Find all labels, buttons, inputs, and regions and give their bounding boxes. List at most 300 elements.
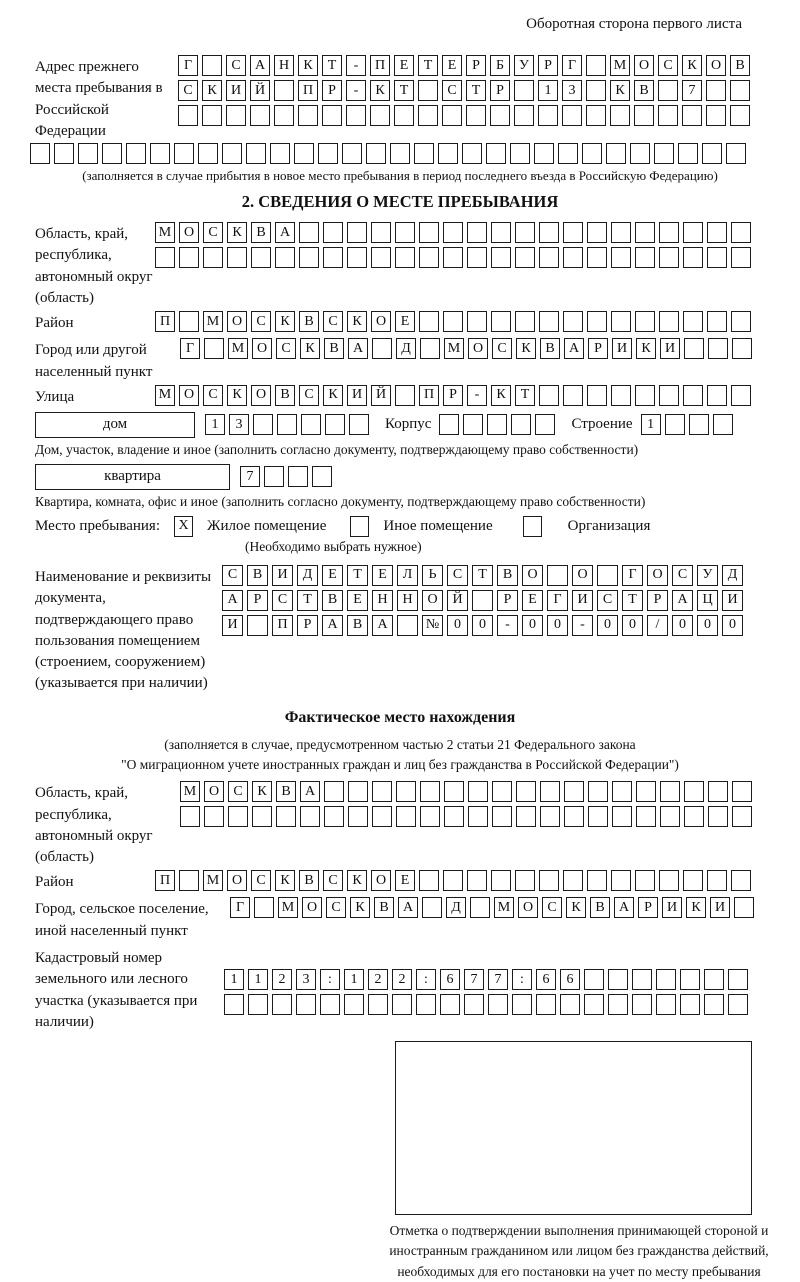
char-cell: С bbox=[203, 222, 223, 243]
char-cell: 1 bbox=[224, 969, 244, 990]
char-cell bbox=[443, 311, 463, 332]
char-cell: К bbox=[350, 897, 370, 918]
char-cell: Т bbox=[297, 590, 318, 611]
char-cell bbox=[174, 143, 194, 164]
char-cell: В bbox=[324, 338, 344, 359]
char-cell bbox=[706, 80, 726, 101]
char-cell: У bbox=[697, 565, 718, 586]
char-cell bbox=[468, 781, 488, 802]
char-cell: Т bbox=[472, 565, 493, 586]
char-cell bbox=[277, 414, 297, 435]
actual-city-label: Город, сельское поселение, иной населенный пункт bbox=[35, 901, 209, 939]
char-cell bbox=[396, 806, 416, 827]
char-cell bbox=[395, 247, 415, 268]
char-cell bbox=[467, 870, 487, 891]
street-row bbox=[155, 385, 751, 406]
char-cell: Р bbox=[297, 615, 318, 636]
char-cell bbox=[368, 994, 388, 1015]
char-cell: Е bbox=[372, 565, 393, 586]
document-block bbox=[35, 565, 800, 695]
char-cell: К bbox=[252, 781, 272, 802]
char-cell bbox=[468, 806, 488, 827]
char-cell: С bbox=[272, 590, 293, 611]
char-cell bbox=[299, 247, 319, 268]
char-cell bbox=[713, 414, 733, 435]
cadastral-label: Кадастровый номер земельного или лесного участка (указывается при наличии) bbox=[35, 950, 198, 1030]
char-cell: Р bbox=[466, 55, 486, 76]
char-cell: Р bbox=[497, 590, 518, 611]
char-cell: И bbox=[722, 590, 743, 611]
char-cell bbox=[611, 311, 631, 332]
confirmation-stamp-box bbox=[395, 1041, 752, 1215]
char-cell: Д bbox=[722, 565, 743, 586]
char-cell bbox=[539, 311, 559, 332]
actual-city-block bbox=[35, 897, 800, 942]
char-cell: П bbox=[298, 80, 318, 101]
char-cell: О bbox=[227, 870, 247, 891]
char-cell bbox=[611, 247, 631, 268]
char-cell bbox=[30, 143, 50, 164]
char-cell bbox=[587, 247, 607, 268]
char-cell: 7 bbox=[488, 969, 508, 990]
char-cell: К bbox=[682, 55, 702, 76]
char-cell: В bbox=[322, 590, 343, 611]
actual-city-row bbox=[230, 897, 754, 918]
stay-type-block bbox=[35, 516, 800, 537]
char-cell: П bbox=[419, 385, 439, 406]
stay-type-checkbox-residential: X bbox=[174, 516, 193, 537]
char-cell: Й bbox=[371, 385, 391, 406]
char-cell: М bbox=[203, 311, 223, 332]
char-cell: 1 bbox=[538, 80, 558, 101]
char-cell bbox=[538, 105, 558, 126]
prev-address-row-1 bbox=[178, 55, 750, 76]
char-cell: О bbox=[251, 385, 271, 406]
char-cell bbox=[422, 897, 442, 918]
char-cell: О bbox=[522, 565, 543, 586]
korpus-row bbox=[439, 414, 555, 435]
char-cell bbox=[515, 222, 535, 243]
char-cell: О bbox=[371, 870, 391, 891]
char-cell bbox=[636, 806, 656, 827]
char-cell: Ь bbox=[422, 565, 443, 586]
char-cell: 7 bbox=[464, 969, 484, 990]
char-cell bbox=[515, 247, 535, 268]
char-cell: В bbox=[374, 897, 394, 918]
char-cell bbox=[582, 143, 602, 164]
char-cell bbox=[439, 414, 459, 435]
char-cell bbox=[689, 414, 709, 435]
char-cell bbox=[588, 806, 608, 827]
char-cell: М bbox=[155, 222, 175, 243]
district-row bbox=[155, 311, 751, 332]
stay-type-option-residential: Жилое помещение bbox=[207, 517, 327, 534]
char-cell: 0 bbox=[547, 615, 568, 636]
street-block bbox=[35, 385, 800, 410]
char-cell bbox=[491, 311, 511, 332]
stay-type-checkbox-other bbox=[350, 516, 369, 537]
char-cell bbox=[397, 615, 418, 636]
char-cell bbox=[324, 781, 344, 802]
char-cell: 1 bbox=[641, 414, 661, 435]
char-cell bbox=[490, 105, 510, 126]
char-cell bbox=[611, 385, 631, 406]
char-cell bbox=[659, 311, 679, 332]
char-cell bbox=[322, 105, 342, 126]
char-cell bbox=[270, 143, 290, 164]
char-cell bbox=[636, 781, 656, 802]
char-cell bbox=[312, 466, 332, 487]
char-cell: Р bbox=[588, 338, 608, 359]
char-cell: 1 bbox=[248, 969, 268, 990]
char-cell: 0 bbox=[597, 615, 618, 636]
char-cell: А bbox=[348, 338, 368, 359]
char-cell: Г bbox=[180, 338, 200, 359]
char-cell: - bbox=[467, 385, 487, 406]
cadastral-row-2 bbox=[224, 994, 748, 1015]
char-cell bbox=[179, 870, 199, 891]
stay-type-option-organization: Организация bbox=[567, 517, 651, 534]
char-cell: В bbox=[634, 80, 654, 101]
char-cell bbox=[632, 969, 652, 990]
char-cell: И bbox=[660, 338, 680, 359]
char-cell bbox=[371, 222, 391, 243]
char-cell bbox=[708, 338, 728, 359]
char-cell: Е bbox=[347, 590, 368, 611]
char-cell: В bbox=[276, 781, 296, 802]
char-cell bbox=[680, 994, 700, 1015]
char-cell: О bbox=[518, 897, 538, 918]
char-cell bbox=[440, 994, 460, 1015]
char-cell bbox=[683, 870, 703, 891]
char-cell: Д bbox=[396, 338, 416, 359]
char-cell bbox=[610, 105, 630, 126]
char-cell bbox=[372, 806, 392, 827]
char-cell: Т bbox=[622, 590, 643, 611]
char-cell: С bbox=[299, 385, 319, 406]
char-cell bbox=[563, 311, 583, 332]
char-cell: М bbox=[155, 385, 175, 406]
char-cell: М bbox=[494, 897, 514, 918]
char-cell: В bbox=[251, 222, 271, 243]
actual-location-note-line2: "О миграционном учете иностранных граждан и лиц без гражданства в Российской Федерации") bbox=[121, 757, 679, 772]
char-cell: Р bbox=[638, 897, 658, 918]
char-cell: М bbox=[278, 897, 298, 918]
char-cell bbox=[587, 385, 607, 406]
char-cell bbox=[228, 806, 248, 827]
char-cell: К bbox=[347, 870, 367, 891]
char-cell bbox=[226, 105, 246, 126]
char-cell bbox=[318, 143, 338, 164]
apartment-box-label: квартира bbox=[35, 464, 230, 490]
section2-title: 2. СВЕДЕНИЯ О МЕСТЕ ПРЕБЫВАНИЯ bbox=[241, 192, 559, 212]
char-cell: С bbox=[251, 311, 271, 332]
char-cell bbox=[684, 338, 704, 359]
char-cell bbox=[656, 969, 676, 990]
char-cell bbox=[371, 247, 391, 268]
char-cell bbox=[204, 338, 224, 359]
char-cell bbox=[300, 806, 320, 827]
char-cell bbox=[606, 143, 626, 164]
char-cell bbox=[466, 105, 486, 126]
char-cell bbox=[492, 806, 512, 827]
char-cell: У bbox=[514, 55, 534, 76]
char-cell bbox=[660, 781, 680, 802]
char-cell: М bbox=[444, 338, 464, 359]
char-cell: О bbox=[634, 55, 654, 76]
char-cell bbox=[635, 222, 655, 243]
apartment-block bbox=[35, 464, 800, 490]
char-cell bbox=[414, 143, 434, 164]
char-cell: С bbox=[597, 590, 618, 611]
char-cell: Р bbox=[443, 385, 463, 406]
char-cell bbox=[346, 105, 366, 126]
char-cell bbox=[227, 247, 247, 268]
document-label: Наименование и реквизиты документа, подтверждающего право пользования помещением (строением, сооружением) (указывается при наличии) bbox=[35, 568, 212, 692]
char-cell bbox=[347, 247, 367, 268]
char-cell bbox=[540, 781, 560, 802]
char-cell: Д bbox=[297, 565, 318, 586]
char-cell: К bbox=[298, 55, 318, 76]
street-label: Улица bbox=[35, 388, 75, 405]
char-cell: О bbox=[468, 338, 488, 359]
char-cell bbox=[562, 105, 582, 126]
char-cell: Е bbox=[322, 565, 343, 586]
char-cell: П bbox=[155, 870, 175, 891]
char-cell: 6 bbox=[440, 969, 460, 990]
char-cell: С bbox=[178, 80, 198, 101]
char-cell: В bbox=[497, 565, 518, 586]
prev-address-row-3 bbox=[178, 105, 750, 126]
char-cell bbox=[660, 806, 680, 827]
char-cell: В bbox=[299, 870, 319, 891]
char-cell: 0 bbox=[522, 615, 543, 636]
char-cell bbox=[275, 247, 295, 268]
char-cell: О bbox=[572, 565, 593, 586]
char-cell: Т bbox=[515, 385, 535, 406]
city-label: Город или другой населенный пункт bbox=[35, 342, 153, 380]
char-cell: В bbox=[299, 311, 319, 332]
char-cell bbox=[224, 994, 244, 1015]
char-cell bbox=[730, 105, 750, 126]
char-cell: 1 bbox=[205, 414, 225, 435]
char-cell: О bbox=[179, 385, 199, 406]
char-cell bbox=[203, 247, 223, 268]
char-cell bbox=[438, 143, 458, 164]
region-label: Область, край, республика, автономный округ (область) bbox=[35, 226, 153, 307]
char-cell bbox=[419, 222, 439, 243]
char-cell bbox=[254, 897, 274, 918]
char-cell: Е bbox=[442, 55, 462, 76]
char-cell: Н bbox=[372, 590, 393, 611]
char-cell bbox=[635, 870, 655, 891]
char-cell: 7 bbox=[240, 466, 260, 487]
char-cell: Е bbox=[394, 55, 414, 76]
stay-type-checkbox-organization bbox=[523, 516, 542, 537]
char-cell: В bbox=[590, 897, 610, 918]
char-cell bbox=[155, 247, 175, 268]
char-cell bbox=[515, 311, 535, 332]
char-cell bbox=[512, 994, 532, 1015]
actual-region-row-2 bbox=[180, 806, 752, 827]
char-cell: Г bbox=[622, 565, 643, 586]
char-cell bbox=[179, 247, 199, 268]
char-cell: К bbox=[516, 338, 536, 359]
char-cell bbox=[222, 143, 242, 164]
char-cell bbox=[584, 969, 604, 990]
char-cell: А bbox=[322, 615, 343, 636]
char-cell bbox=[634, 105, 654, 126]
actual-location-title: Фактическое место нахождения bbox=[284, 708, 516, 726]
char-cell: Г bbox=[562, 55, 582, 76]
actual-district-row bbox=[155, 870, 751, 891]
char-cell: 1 bbox=[344, 969, 364, 990]
char-cell: 2 bbox=[368, 969, 388, 990]
char-cell bbox=[658, 80, 678, 101]
char-cell bbox=[635, 385, 655, 406]
city-block bbox=[35, 338, 800, 383]
char-cell: К bbox=[227, 385, 247, 406]
char-cell bbox=[731, 247, 751, 268]
char-cell: Р bbox=[538, 55, 558, 76]
char-cell: И bbox=[612, 338, 632, 359]
char-cell: 6 bbox=[536, 969, 556, 990]
char-cell: Д bbox=[446, 897, 466, 918]
char-cell bbox=[420, 338, 440, 359]
char-cell bbox=[515, 870, 535, 891]
char-cell: Ц bbox=[697, 590, 718, 611]
char-cell bbox=[707, 311, 727, 332]
char-cell: С bbox=[323, 870, 343, 891]
char-cell bbox=[320, 994, 340, 1015]
char-cell bbox=[486, 143, 506, 164]
char-cell bbox=[563, 247, 583, 268]
char-cell: 0 bbox=[722, 615, 743, 636]
char-cell bbox=[564, 781, 584, 802]
char-cell: 3 bbox=[229, 414, 249, 435]
char-cell bbox=[586, 105, 606, 126]
prev-address-block bbox=[35, 55, 800, 142]
char-cell: Е bbox=[395, 311, 415, 332]
char-cell: Б bbox=[490, 55, 510, 76]
char-cell: Л bbox=[397, 565, 418, 586]
char-cell bbox=[684, 806, 704, 827]
char-cell bbox=[264, 466, 284, 487]
char-cell: М bbox=[228, 338, 248, 359]
char-cell bbox=[659, 870, 679, 891]
document-row-1 bbox=[222, 565, 743, 586]
cadastral-block bbox=[35, 946, 800, 1033]
char-cell: С bbox=[492, 338, 512, 359]
char-cell bbox=[392, 994, 412, 1015]
char-cell bbox=[665, 414, 685, 435]
house-caption: Дом, участок, владение и иное (заполнить согласно документу, подтверждающему право собственности) bbox=[35, 441, 639, 457]
char-cell bbox=[491, 222, 511, 243]
char-cell: 2 bbox=[272, 969, 292, 990]
char-cell bbox=[678, 143, 698, 164]
char-cell bbox=[324, 806, 344, 827]
char-cell: Е bbox=[395, 870, 415, 891]
actual-district-block bbox=[35, 870, 800, 895]
char-cell bbox=[467, 247, 487, 268]
char-cell bbox=[730, 80, 750, 101]
char-cell bbox=[707, 222, 727, 243]
char-cell bbox=[180, 806, 200, 827]
char-cell bbox=[298, 105, 318, 126]
char-cell bbox=[102, 143, 122, 164]
region-row-1 bbox=[155, 222, 751, 243]
char-cell bbox=[253, 414, 273, 435]
region-row-2 bbox=[155, 247, 751, 268]
char-cell: К bbox=[202, 80, 222, 101]
char-cell bbox=[347, 222, 367, 243]
char-cell bbox=[547, 565, 568, 586]
char-cell bbox=[420, 806, 440, 827]
char-cell bbox=[467, 222, 487, 243]
char-cell bbox=[246, 143, 266, 164]
char-cell: О bbox=[371, 311, 391, 332]
char-cell: С bbox=[658, 55, 678, 76]
char-cell bbox=[396, 781, 416, 802]
char-cell bbox=[511, 414, 531, 435]
char-cell bbox=[683, 222, 703, 243]
char-cell: А bbox=[372, 615, 393, 636]
char-cell: А bbox=[614, 897, 634, 918]
char-cell bbox=[126, 143, 146, 164]
char-cell bbox=[734, 897, 754, 918]
char-cell bbox=[276, 806, 296, 827]
char-cell: 0 bbox=[672, 615, 693, 636]
char-cell: Г bbox=[230, 897, 250, 918]
char-cell bbox=[250, 105, 270, 126]
char-cell: К bbox=[275, 870, 295, 891]
char-cell bbox=[342, 143, 362, 164]
char-cell: Г bbox=[178, 55, 198, 76]
char-cell: П bbox=[155, 311, 175, 332]
prev-address-row-4 bbox=[30, 143, 800, 164]
char-cell bbox=[251, 247, 271, 268]
char-cell bbox=[443, 222, 463, 243]
char-cell bbox=[395, 385, 415, 406]
char-cell bbox=[247, 615, 268, 636]
char-cell bbox=[587, 222, 607, 243]
char-cell: Т bbox=[394, 80, 414, 101]
char-cell: К bbox=[300, 338, 320, 359]
char-cell: А bbox=[564, 338, 584, 359]
char-cell: Р bbox=[490, 80, 510, 101]
char-cell: Т bbox=[322, 55, 342, 76]
char-cell: А bbox=[398, 897, 418, 918]
char-cell: Н bbox=[397, 590, 418, 611]
char-cell: С bbox=[442, 80, 462, 101]
char-cell bbox=[516, 806, 536, 827]
char-cell bbox=[301, 414, 321, 435]
char-cell: А bbox=[300, 781, 320, 802]
char-cell: - bbox=[572, 615, 593, 636]
stroenie-label: Строение bbox=[571, 416, 633, 433]
char-cell: М bbox=[610, 55, 630, 76]
char-cell: Г bbox=[547, 590, 568, 611]
stroenie-row bbox=[641, 414, 733, 435]
char-cell bbox=[654, 143, 674, 164]
char-cell bbox=[491, 870, 511, 891]
actual-district-label: Район bbox=[35, 874, 74, 891]
char-cell bbox=[630, 143, 650, 164]
char-cell: А bbox=[672, 590, 693, 611]
char-cell bbox=[349, 414, 369, 435]
char-cell: К bbox=[491, 385, 511, 406]
char-cell bbox=[535, 414, 555, 435]
